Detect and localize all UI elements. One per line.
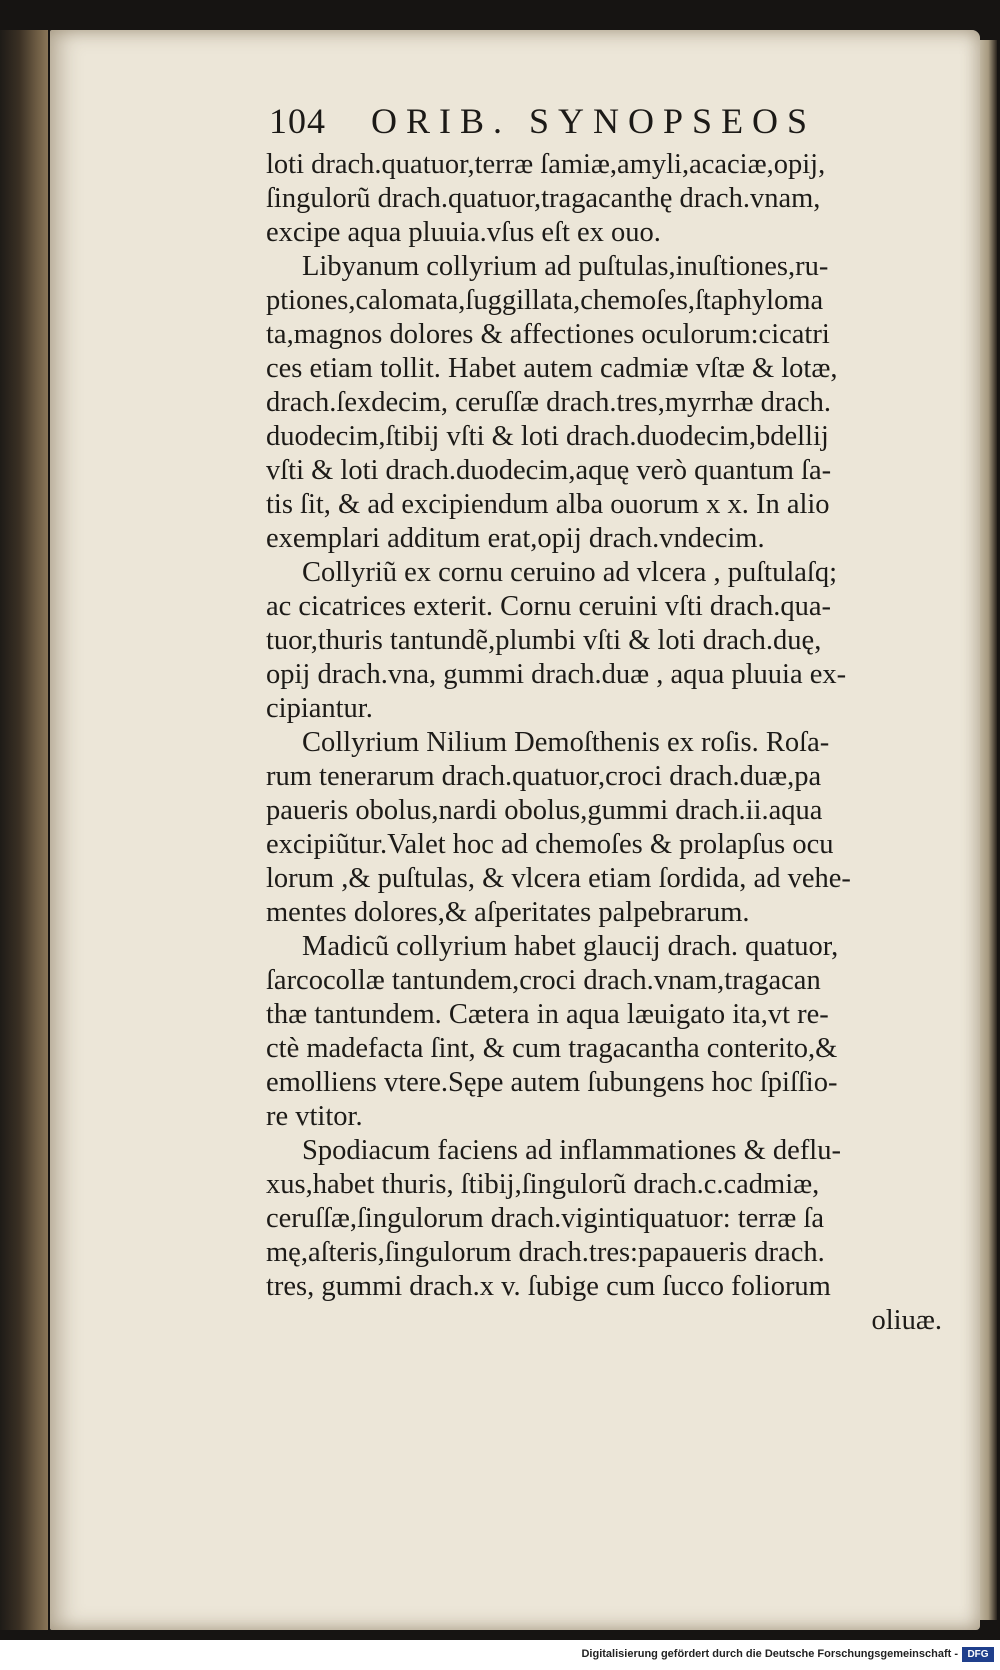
text-line: xus,habet thuris, ſtibij,ſingulorũ drach.c.cadmiæ, [266,1169,820,1200]
paragraph-first-line: Collyrium Nilium Demoſthenis ex roſis. Roſa- [302,727,830,758]
paragraph-first-line: Spodiacum faciens ad inflammationes & deflu- [302,1135,841,1166]
text-line: tis ſit, & ad excipiendum alba ouorum x x. In alio [266,489,830,520]
paragraph-first-line: Libyanum collyrium ad puſtulas,inuſtiones,ru- [302,251,829,282]
page-header [269,100,959,150]
funding-credit: Digitalisierung gefördert durch die Deutsche Forschungsgemeinschaft - [581,1648,958,1660]
text-line: ces etiam tollit. Habet autem cadmiæ vſtæ & lotæ, [266,353,838,384]
text-line: rum tenerarum drach.quatuor,croci drach.duæ,pa [266,761,822,792]
footer-bar [0,1640,1000,1670]
body-text [266,148,946,1338]
text-line: duodecim,ſtibij vſti & loti drach.duodecim,bdellij [266,421,829,452]
paragraph-first-line: Madicũ collyrium habet glaucij drach. quatuor, [302,931,839,962]
text-line: lorum ,& puſtulas, & vlcera etiam ſordida, ad vehe- [266,863,851,894]
text-line: paueris obolus,nardi obolus,gummi drach.ii.aqua [266,795,823,826]
page-number: 104 [269,101,326,141]
text-line: excipiũtur.Valet hoc ad chemoſes & prolapſus ocu [266,829,834,860]
text-line: mę,aſteris,ſingulorum drach.tres:papaueris drach. [266,1237,825,1268]
text-line: mentes dolores,& aſperitates palpebrarum. [266,897,750,928]
catchword-line: oliuæ. [871,1305,942,1336]
text-line: ctè madefacta ſint, & cum tragacantha conterito,& [266,1033,838,1064]
text-line: ac cicatrices exterit. Cornu ceruini vſti drach.qua- [266,591,831,622]
text-line: ſingulorũ drach.quatuor,tragacanthę drach.vnam, [266,183,821,214]
book-gutter [0,30,48,1630]
text-line: emolliens vtere.Sępe autem ſubungens hoc ſpiſſio- [266,1067,838,1098]
text-line: ceruſſæ,ſingulorum drach.vigintiquatuor: terræ ſa [266,1203,824,1234]
dfg-logo: DFG [962,1647,994,1662]
text-line: cipiantur. [266,693,373,724]
text-line: drach.ſexdecim, ceruſſæ drach.tres,myrrhæ drach. [266,387,832,418]
text-line: ſarcocollæ tantundem,croci drach.vnam,tragacan [266,965,821,996]
text-line: re vtitor. [266,1101,363,1132]
text-line: opij drach.vna, gummi drach.duæ , aqua pluuia ex- [266,659,847,690]
text-line: exemplari additum erat,opij drach.vndecim. [266,523,765,554]
text-line: ptiones,calomata,ſuggillata,chemoſes,ſtaphyloma [266,285,824,316]
text-line: tres, gummi drach.x v. ſubige cum ſucco foliorum [266,1271,831,1302]
text-line: loti drach.quatuor,terræ ſamiæ,amyli,acaciæ,opij, [266,149,826,180]
text-line: thæ tantundem. Cætera in aqua læuigato ita,vt re- [266,999,829,1030]
text-line: vſti & loti drach.duodecim,aquę verò quantum ſa- [266,455,832,486]
running-title: ORIB. SYNOPSEOS [371,101,817,141]
paragraph-first-line: Collyriũ ex cornu ceruino ad vlcera , puſtulaſq; [302,557,838,588]
text-line: excipe aqua pluuia.vſus eſt ex ouo. [266,217,661,248]
text-line: tuor,thuris tantundẽ,plumbi vſti & loti drach.duę, [266,625,822,656]
text-line: ta,magnos dolores & affectiones oculorum:cicatri [266,319,830,350]
